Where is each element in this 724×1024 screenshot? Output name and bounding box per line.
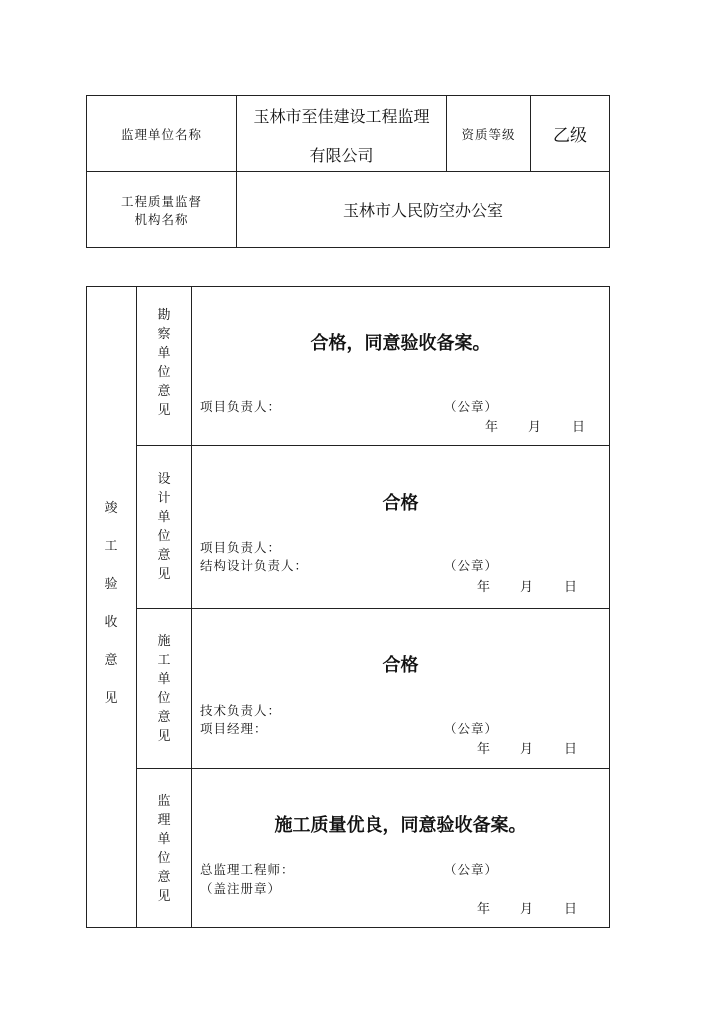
construction-signer-technical-lead: 技术负责人： [200, 703, 282, 718]
supervision-unit-value-line2: 有限公司 [309, 146, 374, 165]
quality-agency-label-line2: 机构名称 [134, 212, 189, 227]
survey-signer-project-lead: 项目负责人： [200, 399, 282, 414]
construction-seal: （公章） [444, 721, 499, 736]
supervision-signer-chief-engineer: 总监理工程师： [200, 862, 295, 877]
qualification-label: 资质等级 [461, 126, 516, 142]
construction-signer-project-manager: 项目经理： [200, 721, 268, 736]
table-border-left [86, 286, 87, 928]
table-border-bottom [86, 247, 610, 248]
construction-unit-opinion: 合格 [382, 655, 419, 676]
supervision-unit-opinion: 施工质量优良，同意验收备案。 [274, 815, 527, 836]
supervision-registered-seal-note: （盖注册章） [200, 881, 282, 896]
qualification-value-cell [531, 96, 609, 171]
supervision-unit-opinion-label: 监 理 单 位 意 见 [157, 794, 171, 904]
qualification-label-cell [447, 96, 530, 171]
table-col-divider [136, 286, 137, 928]
section-divider [136, 445, 610, 446]
supervision-unit-value-line1: 玉林市至佳建设工程监理 [253, 107, 430, 126]
table-border-right [609, 95, 610, 248]
design-signer-structural-lead: 结构设计负责人： [200, 558, 309, 573]
design-unit-opinion: 合格 [382, 493, 419, 514]
survey-unit-opinion: 合格，同意验收备案。 [310, 333, 491, 354]
section-divider [136, 608, 610, 609]
quality-agency-value: 玉林市人民防空办公室 [342, 201, 503, 220]
supervision-unit-label-cell [87, 96, 236, 171]
design-unit-label: 设 计 单 位 意 见 [157, 472, 171, 582]
supervision-seal: （公章） [444, 862, 499, 877]
section-divider [136, 768, 610, 769]
design-signer-project-lead: 项目负责人： [200, 540, 282, 555]
table-border-bottom [86, 927, 610, 928]
quality-agency-label-line1: 工程质量监督 [120, 194, 202, 209]
qualification-value: 乙级 [553, 126, 587, 146]
design-seal: （公章） [444, 558, 499, 573]
completion-acceptance-label: 竣 工 验 收 意 见 [104, 501, 118, 706]
survey-unit-label: 勘 察 单 位 意 见 [157, 308, 171, 418]
quality-agency-value-cell [237, 172, 609, 247]
survey-seal: （公章） [444, 399, 499, 414]
table-border-right [609, 286, 610, 928]
supervision-unit-label: 监理单位名称 [120, 126, 202, 142]
construction-unit-label: 施 工 单 位 意 见 [157, 634, 171, 744]
table-border-top [86, 286, 610, 287]
